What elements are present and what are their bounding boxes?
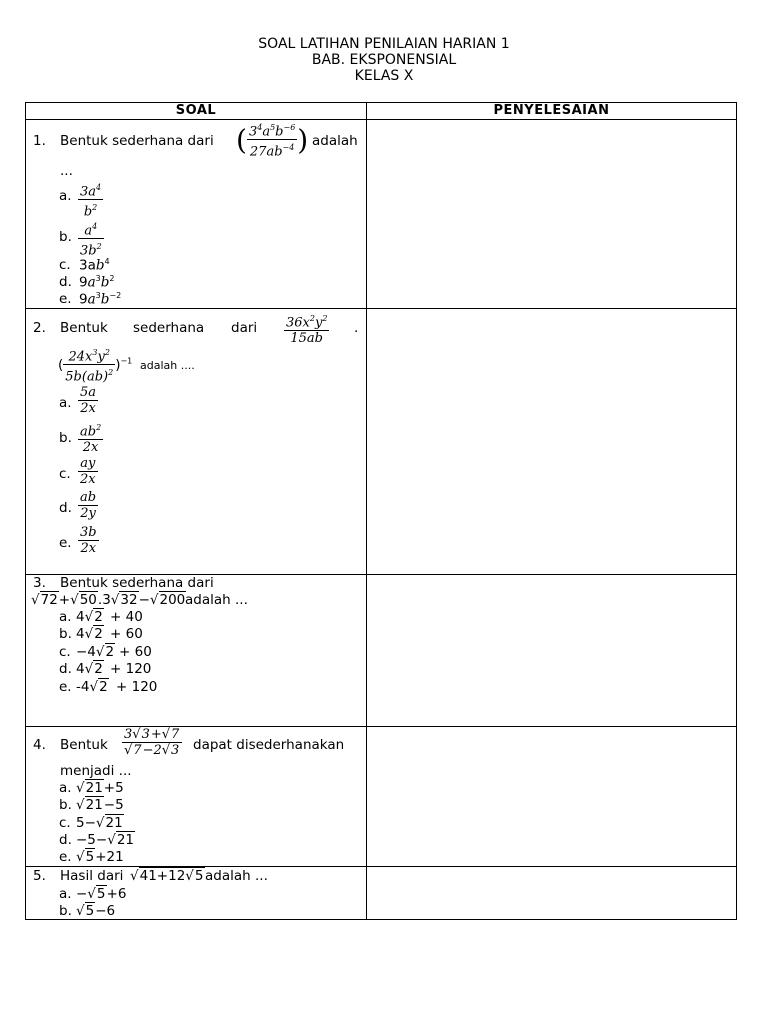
option-2c-value: $\frac{ay}{2x}$ [80, 456, 96, 487]
question-5-after: adalah ... [205, 868, 268, 884]
answer-5-cell[interactable] [367, 867, 737, 920]
option-4a-label: a. [59, 780, 72, 796]
option-1d-label: d. [59, 274, 72, 290]
option-1a-label: a. [59, 188, 72, 204]
column-header-soal: SOAL [26, 103, 367, 120]
header-class: KELAS X [354, 68, 414, 84]
option-3b-value: + 60 [110, 626, 143, 642]
option-2e-label: e. [59, 535, 72, 551]
question-2-expression-1: $\frac{36x^2y^2}{15ab}$ [284, 311, 329, 346]
question-2-expression-2: ( $\frac{24x^3y^2}{5b(ab)^2}$ )$^{-1}$ [58, 345, 132, 385]
option-4a-value: √21+5 [76, 780, 124, 796]
option-4c-value: 5−√21 [76, 815, 123, 831]
option-1e-label: e. [59, 291, 72, 307]
option-4d-value: −5−√21 [76, 832, 135, 848]
question-4-line2: menjadi ... [60, 763, 132, 779]
option-4e-value: √5+21 [76, 849, 124, 865]
option-3e-root: -4√2 [76, 679, 108, 695]
option-1e-value: $9a^3b^{-2}$ [79, 291, 122, 308]
option-3e-label: e. [59, 679, 72, 695]
option-1b-label: b. [59, 229, 72, 245]
option-3d-value: + 120 [110, 661, 152, 677]
option-2e-value: $\frac{3b}{2x}$ [80, 525, 97, 556]
option-4c-label: c. [59, 815, 71, 831]
question-2-word-2: sederhana [133, 320, 205, 336]
option-4d-label: d. [59, 832, 72, 848]
column-header-penyelesaian: PENYELESAIAN [367, 103, 737, 120]
option-3b-label: b. [59, 626, 72, 642]
option-1d-value: $9a^3b^2$ [79, 274, 115, 291]
option-1b-value: $\frac{a^4}{3b^2}$ [78, 219, 104, 259]
question-1-expression: ( $\frac{3^4a^5b^{-6}}{27ab^{-4}}$ ) [236, 120, 308, 160]
option-3d-root: 4√2 [76, 661, 103, 677]
question-1-after: adalah [312, 133, 358, 149]
option-5b-label: b. [59, 903, 72, 919]
option-5b-value: √5−6 [76, 903, 116, 919]
header-title: SOAL LATIHAN PENILAIAN HARIAN 1 [258, 36, 510, 52]
option-2b-label: b. [59, 430, 72, 446]
question-2-dot: . [354, 320, 359, 336]
option-2a-value: $\frac{5a}{2x}$ [80, 385, 97, 416]
option-4e-label: e. [59, 849, 72, 865]
option-1c-label: c. [59, 257, 71, 273]
question-2-after: adalah .... [140, 359, 195, 372]
option-2b-value: $\frac{ab^2}{2x}$ [78, 420, 103, 455]
option-2d-label: d. [59, 500, 72, 516]
option-4b-label: b. [59, 797, 72, 813]
question-2-word-1: Bentuk [60, 320, 108, 336]
answer-2-cell[interactable] [367, 309, 737, 575]
document-header [0, 36, 768, 84]
question-5-cell [26, 867, 367, 920]
question-3-number: 3. [33, 575, 46, 591]
question-2-word-3: dari [231, 320, 258, 336]
option-3a-root: 4√2 [76, 609, 103, 625]
option-2a-label: a. [59, 395, 72, 411]
question-3-expression: √72+√50.3√32−√200 [31, 592, 186, 608]
option-4b-value: √21−5 [76, 797, 124, 813]
question-2-number: 2. [33, 320, 46, 336]
option-5a-value: −√5+6 [76, 886, 127, 902]
option-3a-value: + 40 [110, 609, 143, 625]
question-4-expression: $\frac{3√3+√7}{√7-2√3}$ [122, 727, 182, 758]
question-5-expression: √41+12√5 [130, 868, 204, 884]
question-1-number: 1. [33, 133, 46, 149]
answer-1-cell[interactable] [367, 120, 737, 309]
question-3-after: adalah ... [185, 592, 248, 608]
question-5-number: 5. [33, 868, 46, 884]
option-3b-root: 4√2 [76, 626, 103, 642]
answer-4-cell[interactable] [367, 727, 737, 867]
question-4-text: Bentuk [60, 737, 108, 753]
option-3c-root: −4√2 [76, 644, 115, 660]
answer-3-cell[interactable] [367, 575, 737, 727]
option-5a-label: a. [59, 886, 72, 902]
option-2d-value: $\frac{ab}{2y}$ [80, 490, 97, 521]
question-table [25, 102, 737, 920]
question-2-cell [26, 309, 367, 575]
option-3c-value: + 60 [119, 644, 152, 660]
question-5-text: Hasil dari [60, 868, 124, 884]
question-1-text: Bentuk sederhana dari [60, 133, 214, 149]
option-2c-label: c. [59, 466, 71, 482]
option-1c-value: $3ab^4$ [79, 257, 110, 274]
question-4-after: dapat disederhanakan [193, 737, 345, 753]
question-1-cell [26, 120, 367, 309]
question-3-cell [26, 575, 367, 727]
question-4-cell [26, 727, 367, 867]
option-1a-value: $\frac{3a^4}{b^2}$ [78, 180, 103, 220]
question-1-ellipsis: ... [60, 163, 73, 179]
option-3d-label: d. [59, 661, 72, 677]
option-3c-label: c. [59, 644, 71, 660]
option-3a-label: a. [59, 609, 72, 625]
question-4-number: 4. [33, 737, 46, 753]
option-3e-value: + 120 [116, 679, 158, 695]
question-3-text: Bentuk sederhana dari [60, 575, 214, 591]
header-chapter: BAB. EKSPONENSIAL [311, 52, 457, 68]
